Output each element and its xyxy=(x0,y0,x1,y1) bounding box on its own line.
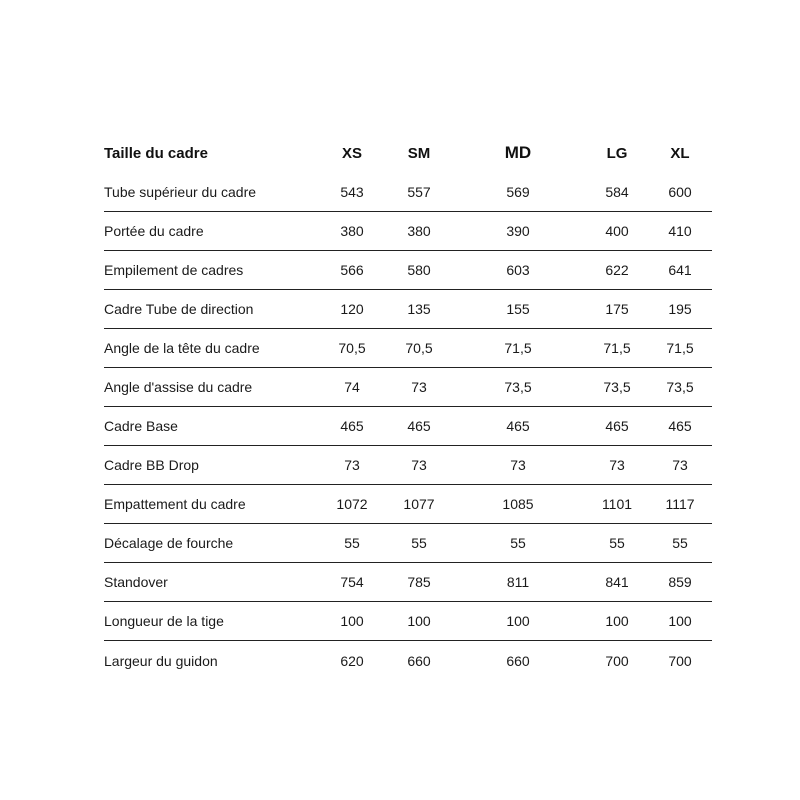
size-md-header: MD xyxy=(504,143,532,162)
size-lg-header: LG xyxy=(606,144,628,162)
table-row xyxy=(104,446,712,485)
row-value: 55 xyxy=(411,535,427,551)
row-value: 603 xyxy=(506,262,530,278)
row-value: 465 xyxy=(407,418,431,434)
table-row xyxy=(104,368,712,407)
row-value: 543 xyxy=(340,184,364,200)
row-value: 155 xyxy=(506,301,530,317)
row-value: 660 xyxy=(506,652,530,669)
row-value: 100 xyxy=(407,613,431,629)
row-value: 660 xyxy=(407,652,431,669)
row-value: 120 xyxy=(340,301,364,317)
row-value: 700 xyxy=(605,652,629,669)
row-value: 620 xyxy=(340,652,364,669)
row-label: Cadre BB Drop xyxy=(104,457,199,473)
row-value: 700 xyxy=(668,652,692,669)
row-value: 73 xyxy=(344,457,360,473)
row-value: 71,5 xyxy=(603,340,631,356)
row-value: 71,5 xyxy=(666,340,694,356)
row-value: 100 xyxy=(340,613,364,629)
row-value: 859 xyxy=(668,574,692,590)
row-value: 175 xyxy=(605,301,629,317)
row-value: 55 xyxy=(672,535,688,551)
row-label: Angle d'assise du cadre xyxy=(104,379,253,395)
row-label: Angle de la tête du cadre xyxy=(104,340,260,356)
row-value: 73 xyxy=(411,379,427,395)
table-row xyxy=(104,329,712,368)
row-value: 1101 xyxy=(601,496,633,512)
row-value: 73 xyxy=(672,457,688,473)
row-value: 55 xyxy=(609,535,625,551)
row-value: 566 xyxy=(340,262,364,278)
row-value: 600 xyxy=(668,184,692,200)
table-row xyxy=(104,563,712,602)
row-value: 1085 xyxy=(502,496,534,512)
row-value: 55 xyxy=(510,535,526,551)
row-value: 1117 xyxy=(665,496,695,512)
row-value: 841 xyxy=(605,574,629,590)
row-value: 641 xyxy=(668,262,692,278)
row-value: 465 xyxy=(340,418,364,434)
table-row xyxy=(104,602,712,641)
row-value: 410 xyxy=(668,223,692,239)
row-value: 1077 xyxy=(403,496,435,512)
row-value: 400 xyxy=(605,223,629,239)
row-value: 195 xyxy=(668,301,692,317)
geometry-table xyxy=(104,133,712,680)
row-value: 135 xyxy=(407,301,431,317)
row-label: Cadre Base xyxy=(104,418,178,434)
row-value: 73,5 xyxy=(666,379,694,395)
table-row xyxy=(104,485,712,524)
row-value: 73,5 xyxy=(504,379,532,395)
row-label: Longueur de la tige xyxy=(104,613,224,629)
row-value: 754 xyxy=(340,574,364,590)
size-sm-header: SM xyxy=(407,144,431,162)
row-value: 390 xyxy=(506,223,530,239)
row-value: 811 xyxy=(506,574,530,590)
row-value: 380 xyxy=(407,223,431,239)
row-value: 1072 xyxy=(336,496,368,512)
row-label: Cadre Tube de direction xyxy=(104,301,254,317)
size-xl-header: XL xyxy=(670,144,690,162)
table-row xyxy=(104,212,712,251)
row-value: 380 xyxy=(340,223,364,239)
table-row xyxy=(104,641,712,680)
row-value: 100 xyxy=(506,613,530,629)
row-label: Empattement du cadre xyxy=(104,496,246,512)
table-row xyxy=(104,290,712,329)
table-row xyxy=(104,173,712,212)
row-value: 73 xyxy=(411,457,427,473)
header-label: Taille du cadre xyxy=(104,144,208,162)
row-value: 73,5 xyxy=(603,379,631,395)
row-label: Portée du cadre xyxy=(104,223,204,239)
row-value: 71,5 xyxy=(504,340,532,356)
row-value: 70,5 xyxy=(405,340,433,356)
row-value: 465 xyxy=(605,418,629,434)
row-value: 70,5 xyxy=(338,340,366,356)
table-row xyxy=(104,524,712,563)
size-xs-header: XS xyxy=(341,144,362,162)
row-value: 569 xyxy=(506,184,530,200)
row-value: 73 xyxy=(510,457,526,473)
row-value: 557 xyxy=(407,184,431,200)
row-label: Largeur du guidon xyxy=(104,652,218,669)
row-label: Empilement de cadres xyxy=(104,262,244,278)
row-value: 465 xyxy=(668,418,692,434)
row-value: 73 xyxy=(609,457,625,473)
row-value: 584 xyxy=(605,184,629,200)
row-label: Décalage de fourche xyxy=(104,535,234,551)
row-label: Tube supérieur du cadre xyxy=(104,184,257,200)
row-value: 580 xyxy=(407,262,431,278)
table-row xyxy=(104,407,712,446)
row-value: 622 xyxy=(605,262,629,278)
table-header-row xyxy=(104,133,712,173)
table-body xyxy=(104,173,712,680)
row-value: 100 xyxy=(605,613,629,629)
row-value: 100 xyxy=(668,613,692,629)
table-row xyxy=(104,251,712,290)
row-value: 465 xyxy=(506,418,530,434)
row-value: 55 xyxy=(344,535,360,551)
row-value: 785 xyxy=(407,574,431,590)
row-label: Standover xyxy=(104,574,168,590)
row-value: 74 xyxy=(344,379,360,395)
